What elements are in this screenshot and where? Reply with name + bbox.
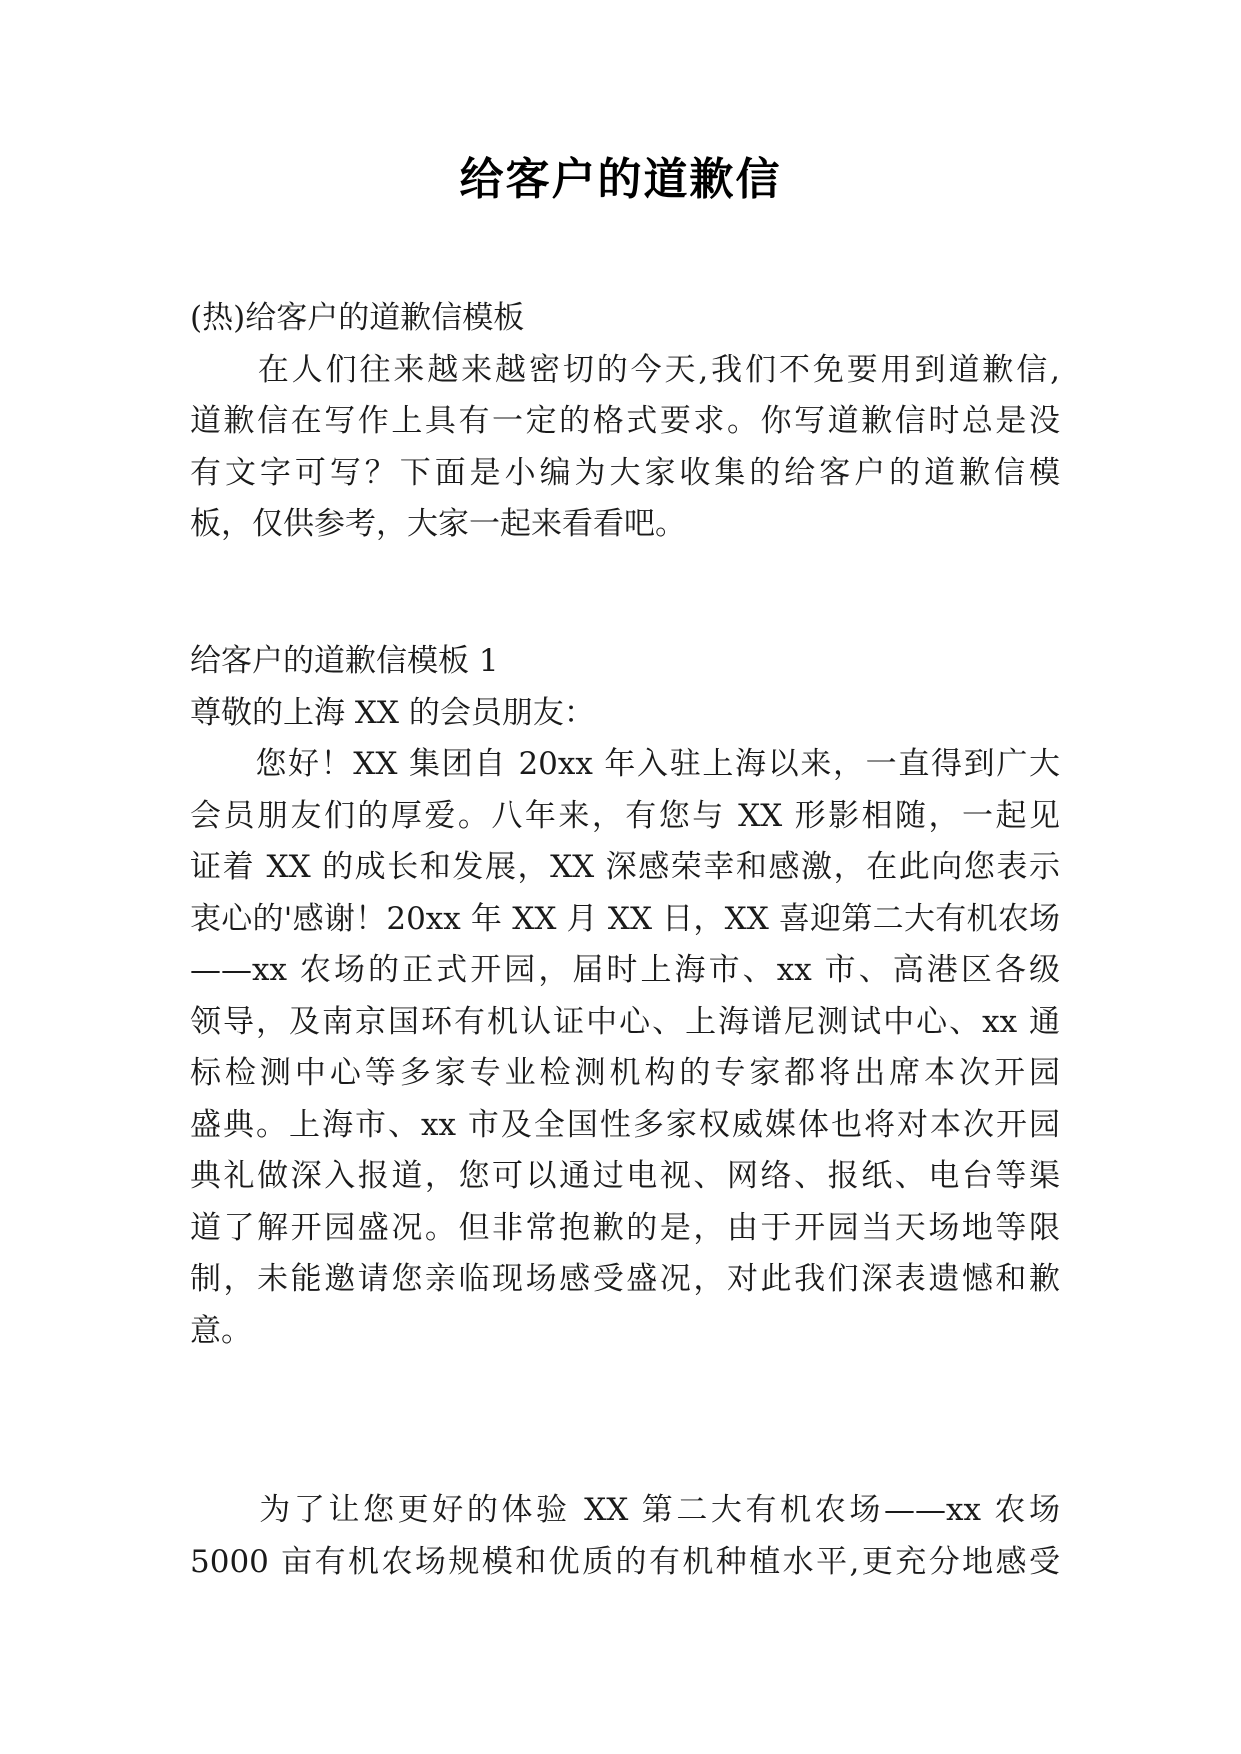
paragraph-line: 制，未能邀请您亲临现场感受盛况，对此我们深表遗憾和歉 [190, 1261, 1060, 1297]
template-heading: 给客户的道歉信模板 1 [190, 643, 499, 679]
paragraph-line: 5000 亩有机农场规模和优质的有机种植水平,更充分地感受 [190, 1543, 1060, 1580]
template-1-section [190, 636, 1060, 1357]
intro-line: 在人们往来越来越密切的今天,我们不免要用到道歉信, [190, 351, 1060, 388]
paragraph-line: 典礼做深入报道，您可以通过电视、网络、报纸、电台等渠 [190, 1158, 1060, 1194]
document-subtitle: (热)给客户的道歉信模板 [190, 300, 525, 336]
paragraph-line: 盛典。上海市、xx 市及全国性多家权威媒体也将对本次开园 [190, 1106, 1060, 1143]
paragraph-line: 标检测中心等多家专业检测机构的专家都将出席本次开园 [190, 1055, 1060, 1091]
paragraph-line: 领导，及南京国环有机认证中心、上海谱尼测试中心、xx 通 [190, 1003, 1060, 1040]
paragraph-line: 会员朋友们的厚爱。八年来，有您与 XX 形影相随，一起见 [190, 797, 1060, 834]
paragraph-line: 证着 XX 的成长和发展，XX 深感荣幸和感激，在此向您表示 [190, 849, 1060, 885]
document-title: 给客户的道歉信 [459, 154, 782, 205]
intro-line: 有文字可写？下面是小编为大家收集的给客户的道歉信模 [190, 454, 1060, 491]
intro-line: 道歉信在写作上具有一定的格式要求。你写道歉信时总是没 [190, 403, 1060, 439]
intro-line: 板，仅供参考，大家一起来看看吧。 [190, 506, 686, 542]
paragraph-2-section [190, 1485, 1060, 1588]
paragraph-line: 意。 [190, 1312, 252, 1349]
paragraph-line: 您好！XX 集团自 20xx 年入驻上海以来，一直得到广大 [190, 746, 1060, 782]
paragraph-line: 衷心的'感谢！20xx 年 XX 月 XX 日，XX 喜迎第二大有机农场 [190, 900, 1060, 937]
intro-section [190, 293, 1060, 551]
paragraph-line: 道了解开园盛况。但非常抱歉的是，由于开园当天场地等限 [190, 1209, 1060, 1246]
letter-salutation: 尊敬的上海 XX 的会员朋友： [190, 694, 595, 731]
paragraph-line: ——xx 农场的正式开园，届时上海市、xx 市、高港区各级 [190, 952, 1060, 988]
paragraph-line: 为了让您更好的体验 XX 第二大有机农场——xx 农场 [190, 1492, 1060, 1528]
